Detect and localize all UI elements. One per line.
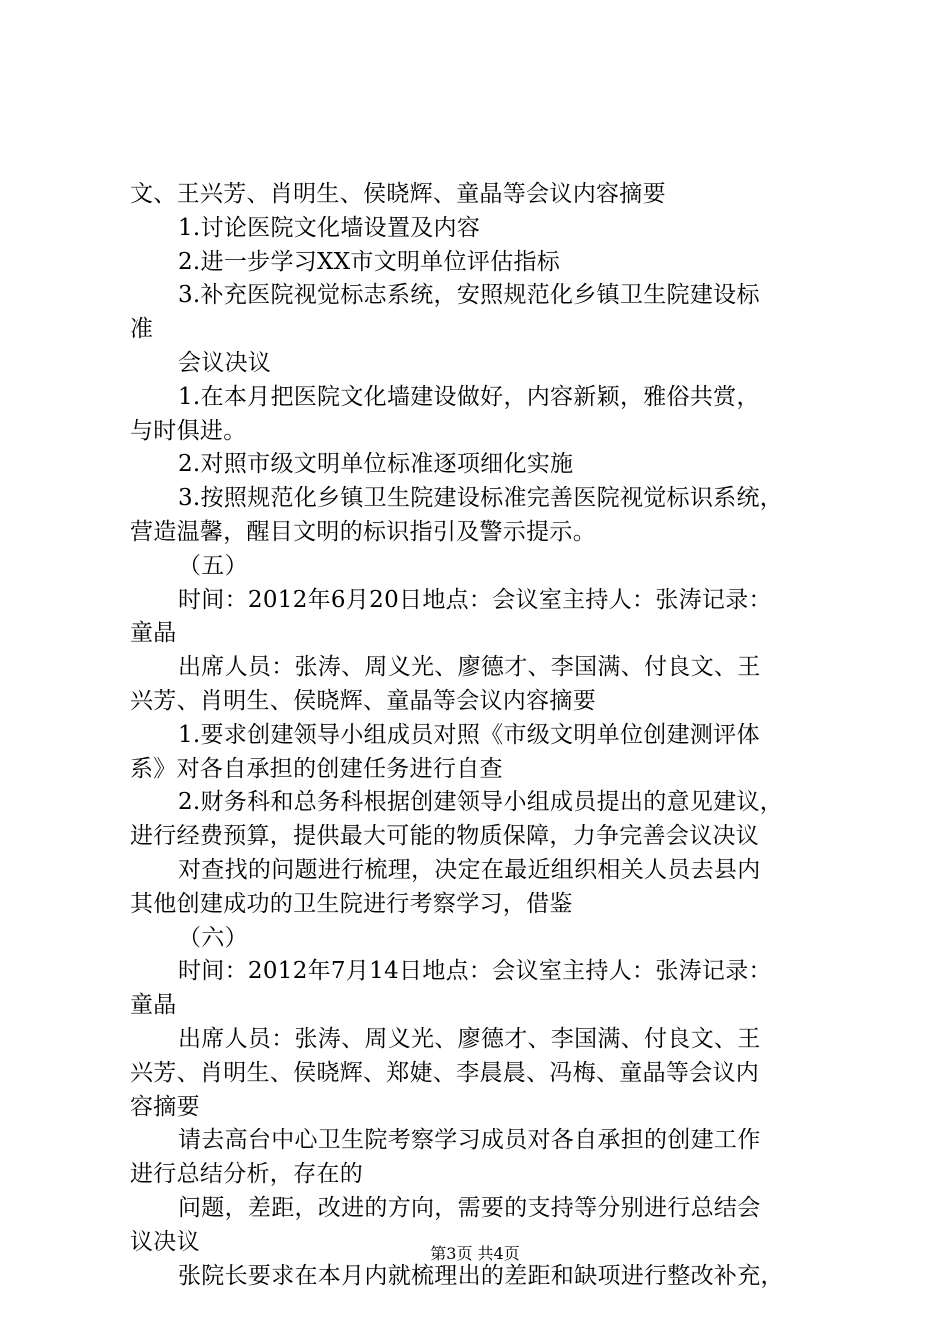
document-line: 议决议 xyxy=(130,1228,200,1255)
document-line: 兴芳、肖明生、侯晓辉、童晶等会议内容摘要 xyxy=(130,687,596,714)
document-line: 出席人员：张涛、周义光、廖德才、李国满、付良文、王 xyxy=(178,1025,761,1052)
document-line: 请去高台中心卫生院考察学习成员对各自承担的创建工作 xyxy=(178,1127,761,1154)
document-line: 与时俱进。 xyxy=(130,417,247,444)
document-line: 容摘要 xyxy=(130,1093,200,1120)
document-line: 1.要求创建领导小组成员对照《市级文明单位创建测评体 xyxy=(178,721,760,748)
document-body xyxy=(130,178,835,1293)
document-line: 1.在本月把医院文化墙建设做好，内容新颖，雅俗共赏， xyxy=(178,383,760,410)
document-line: 问题，差距，改进的方向，需要的支持等分别进行总结会 xyxy=(178,1194,761,1221)
document-line: 对查找的问题进行梳理，决定在最近组织相关人员去县内 xyxy=(178,856,761,883)
document-line: 进行总结分析，存在的 xyxy=(130,1161,363,1188)
page-footer: 第3页 共4页 xyxy=(430,1244,520,1263)
document-line: 童晶 xyxy=(130,992,177,1019)
document-line: 2.对照市级文明单位标准逐项细化实施 xyxy=(178,451,574,478)
document-line: 准 xyxy=(130,316,154,343)
document-line: （六） xyxy=(178,924,248,951)
document-line: 3.按照规范化乡镇卫生院建设标准完善医院视觉标识系统， xyxy=(178,485,784,512)
document-line: 文、王兴芳、肖明生、侯晓辉、童晶等会议内容摘要 xyxy=(130,181,666,207)
document-line: 会议决议 xyxy=(178,349,272,376)
document-line: 童晶 xyxy=(130,620,177,647)
document-line: 张院长要求在本月内就梳理出的差距和缺项进行整改补充， xyxy=(178,1262,784,1289)
document-line: （五） xyxy=(178,552,248,579)
document-line: 时间：2012年6月20日地点：会议室主持人：张涛记录： xyxy=(178,586,772,613)
document-line: 兴芳、肖明生、侯晓辉、郑婕、李晨晨、冯梅、童晶等会议内 xyxy=(130,1059,760,1086)
document-line: 进行经费预算，提供最大可能的物质保障，力争完善会议决议 xyxy=(130,823,760,850)
document-line: 3.补充医院视觉标志系统，安照规范化乡镇卫生院建设标 xyxy=(178,282,760,309)
document-line: 2.财务科和总务科根据创建领导小组成员提出的意见建议， xyxy=(178,789,784,816)
document-line: 时间：2012年7月14日地点：会议室主持人：张涛记录： xyxy=(178,958,772,985)
document-line: 营造温馨，醒目文明的标识指引及警示提示。 xyxy=(130,518,596,545)
document-line: 1.讨论医院文化墙设置及内容 xyxy=(178,214,481,241)
document-line: 出席人员：张涛、周义光、廖德才、李国满、付良文、王 xyxy=(178,654,761,681)
document-line: 系》对各自承担的创建任务进行自查 xyxy=(130,755,503,782)
document-line: 其他创建成功的卫生院进行考察学习，借鉴 xyxy=(130,890,573,917)
document-line: 2.进一步学习XX市文明单位评估指标 xyxy=(178,248,561,275)
